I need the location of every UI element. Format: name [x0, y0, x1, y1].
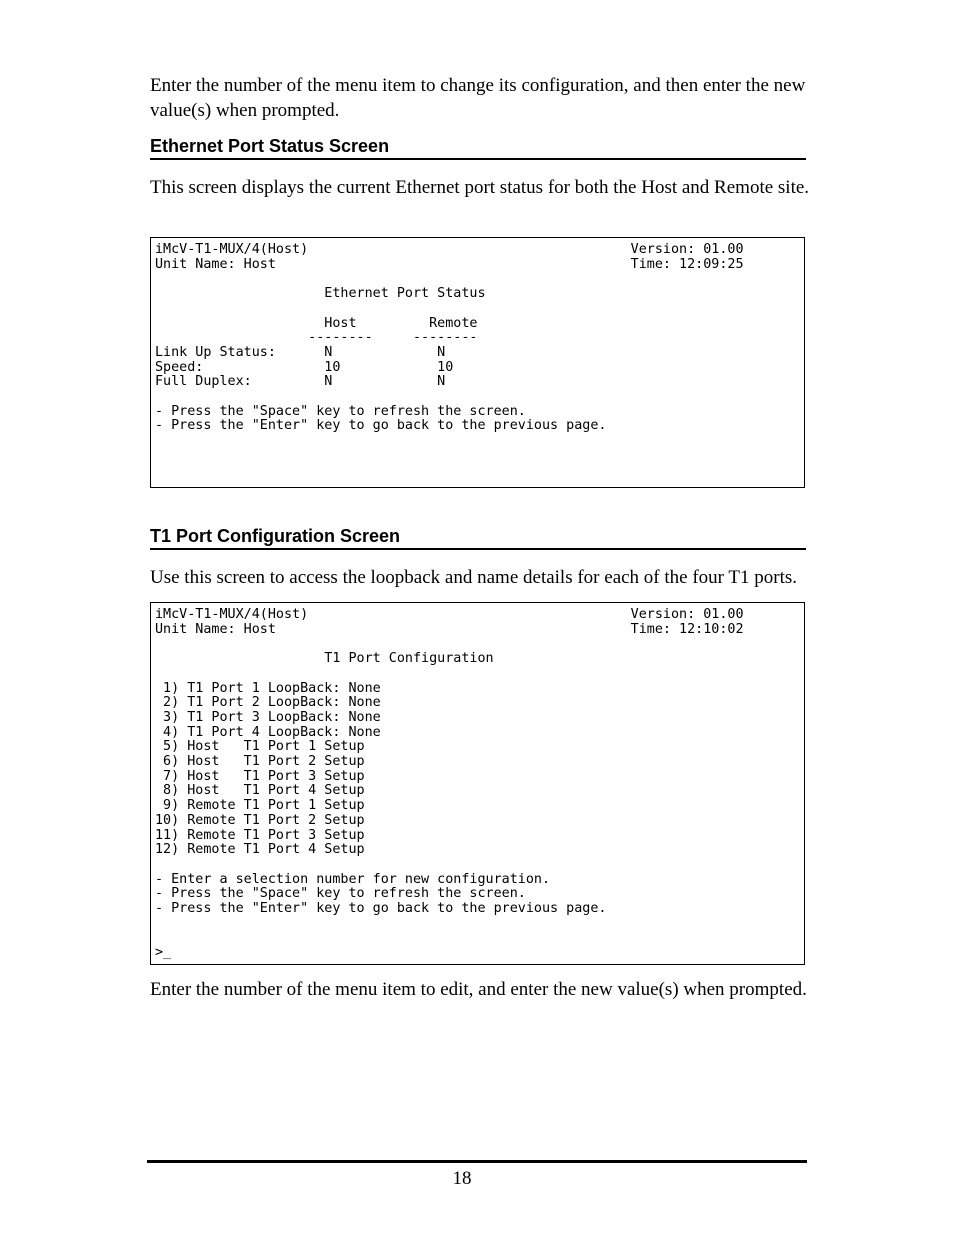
- intro-paragraph: Enter the number of the menu item to change its configuration, and then enter the new value(s) when prompted.: [150, 75, 806, 121]
- ethernet-port-status-terminal-text: iMcV-T1-MUX/4(Host) Version: 01.00 Unit Name: Host Time: 12:09:25 Ethernet Port Status Host Remote -------- -------- Link Up Status: N N Speed: 10 10 Full Duplex: N N - Press the "Space" key to refresh the screen. - Press the "Enter" key to go back to the previous page.: [155, 242, 744, 434]
- t1-port-configuration-terminal-text: iMcV-T1-MUX/4(Host) Version: 01.00 Unit Name: Host Time: 12:10:02 T1 Port Configuration 1) T1 Port 1 LoopBack: None 2) T1 Port 2 LoopBack: None 3) T1 Port 3 LoopBack: None 4) T1 Port 4 LoopBack: None 5) Host T1 Port 1 Setup 6) Host T1 Port 2 Setup 7) Host T1 Port 3 Setup 8) Host T1 Port 4 Setup 9) Remote T1 Port 1 Setup 10) Remote T1 Port 2 Setup 11) Remote T1 Port 3 Setup 12) Remote T1 Port 4 Setup - Enter a selection number for new configuration. - Press the "Space" key to refresh the screen. - Press the "Enter" key to go back to the previous page. >_: [155, 607, 744, 961]
- ethernet-port-status-description: This screen displays the current Ethernet port status for both the Host and Remote site.: [150, 177, 810, 198]
- t1-port-configuration-description: Use this screen to access the loopback and name details for each of the four T1 ports.: [150, 567, 798, 588]
- t1-port-configuration-terminal: [150, 602, 805, 965]
- ethernet-port-status-heading: Ethernet Port Status Screen: [150, 135, 806, 160]
- footer-rule: [147, 1160, 807, 1163]
- ethernet-port-status-terminal: [150, 237, 805, 488]
- t1-port-configuration-heading: T1 Port Configuration Screen: [150, 525, 806, 550]
- closing-paragraph: Enter the number of the menu item to edit, and enter the new value(s) when prompted.: [150, 979, 807, 1000]
- page-number: 18: [452, 1168, 472, 1189]
